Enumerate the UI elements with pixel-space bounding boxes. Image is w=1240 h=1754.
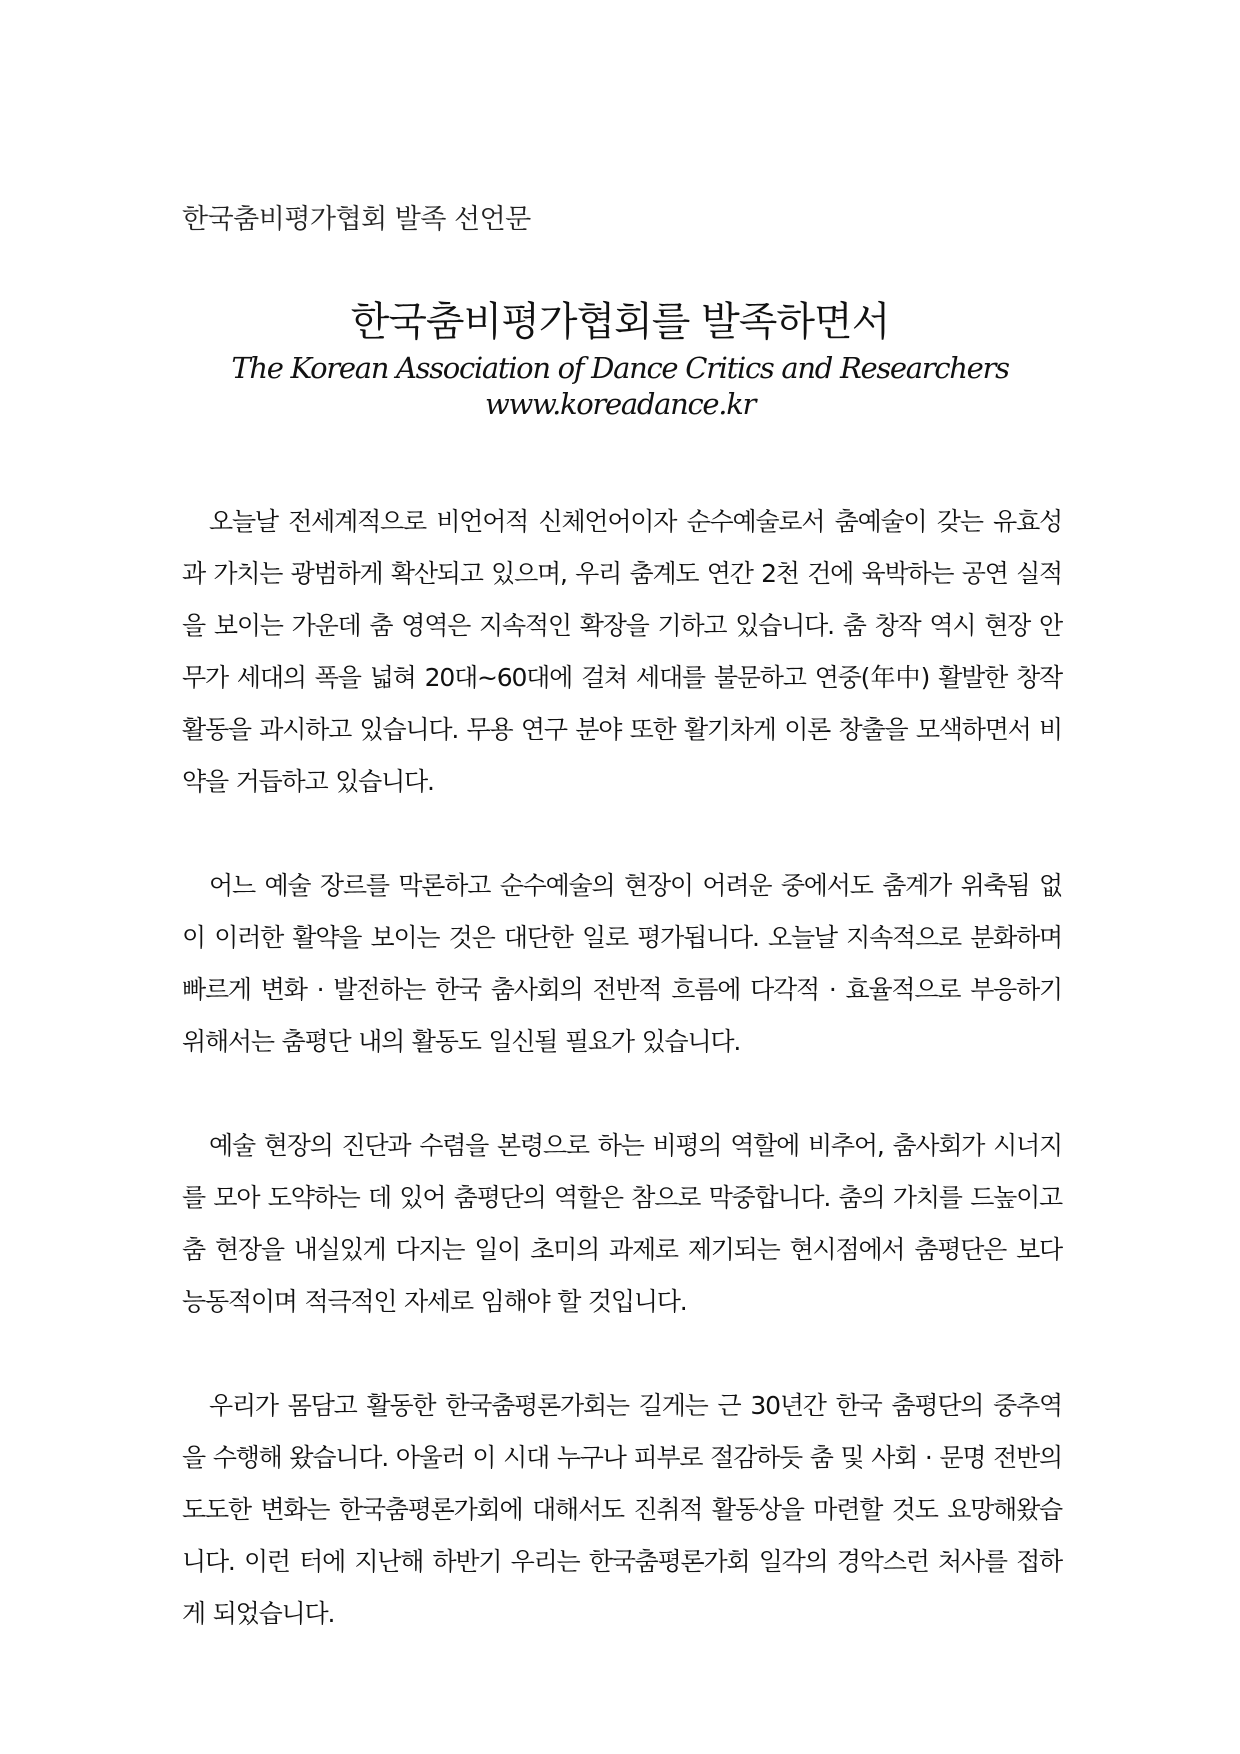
paragraph: 어느 예술 장르를 막론하고 순수예술의 현장이 어려운 중에서도 춤계가 위축됨 없이 이러한 활약을 보이는 것은 대단한 일로 평가됩니다. 오늘날 지속적으로 분화하며 빠르게 변화 · 발전하는 한국 춤사회의 전반적 흐름에 다각적 · 효율적으로 부응하기 위해서는 춤평단 내의 활동도 일신될 필요가 있습니다.: [182, 871, 1062, 1056]
website-url: www.koreadance.kr: [484, 387, 756, 421]
paragraph: 오늘날 전세계적으로 비언어적 신체언어이자 순수예술로서 춤예술이 갖는 유효성과 가치는 광범하게 확산되고 있으며, 우리 춤계도 연간 2천 건에 육박하는 공연 실적을 보이는 가운데 춤 영역은 지속적인 확장을 기하고 있습니다. 춤 창작 역시 현장 안무가 세대의 폭을 넓혀 20대~60대에 걸쳐 세대를 불문하고 연중(年中) 활발한 창작 활동을 과시하고 있습니다. 무용 연구 분야 또한 활기차게 이론 창출을 모색하면서 비약을 거듭하고 있습니다.: [182, 507, 1062, 796]
paragraph: 예술 현장의 진단과 수렴을 본령으로 하는 비평의 역할에 비추어, 춤사회가 시너지를 모아 도약하는 데 있어 춤평단의 역할은 참으로 막중합니다. 춤의 가치를 드높이고 춤 현장을 내실있게 다지는 일이 초미의 과제로 제기되는 현시점에서 춤평단은 보다 능동적이며 적극적인 자세로 임해야 할 것입니다.: [182, 1131, 1062, 1316]
document-header-label: 한국춤비평가협회 발족 선언문: [182, 204, 531, 235]
title-block: [0, 296, 1240, 422]
english-subtitle: The Korean Association of Dance Critics and Researchers: [231, 351, 1009, 385]
document-title: 한국춤비평가협회를 발족하면서: [350, 299, 890, 345]
paragraph: 우리가 몸담고 활동한 한국춤평론가회는 길게는 근 30년간 한국 춤평단의 중추역을 수행해 왔습니다. 아울러 이 시대 누구나 피부로 절감하듯 춤 및 사회 · 문명 전반의 도도한 변화는 한국춤평론가회에 대해서도 진취적 활동상을 마련할 것도 요망해왔습니다. 이런 터에 지난해 하반기 우리는 한국춤평론가회 일각의 경악스런 처사를 접하게 되었습니다.: [182, 1391, 1062, 1628]
body-text: [182, 496, 1062, 1640]
